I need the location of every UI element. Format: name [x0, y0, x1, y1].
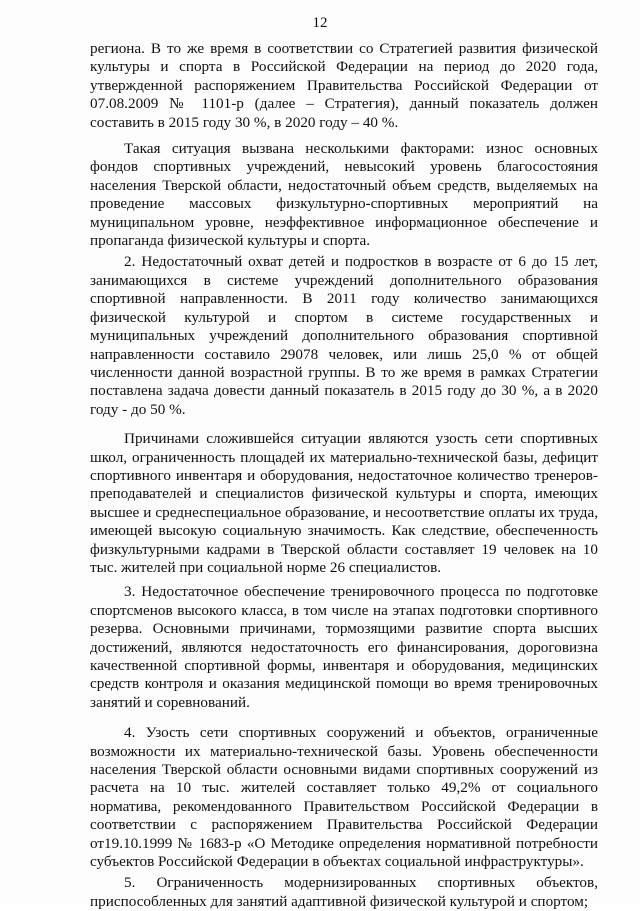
paragraph-continuation: региона. В то же время в соответствии со Стратегией развития физической культуры и спорта в Российской Федерации на период до 2020 года, утвержденной распоряжением Правительства Российской Федерации от 07.08.2009 № 1101-р (далее – Стратегия), данный показатель должен составить в 2015 году 30 %, в 2020 году – 40 %.: [90, 40, 598, 131]
paragraph-item-3: 3. Недостаточное обеспечение тренировочного процесса по подготовке спортсменов высокого класса, в том числе на этапах подготовки спортивного резерва. Основными причинами, тормозящими развитие спорта высших достижений, являются недостаточность его финансирования, дороговизна качественной спортивной формы, инвентаря и оборудования, медицинских средств контроля и оказания медицинской помощи во время тренировочных занятий и соревнований.: [90, 583, 598, 711]
paragraph-item-2: 2. Недостаточный охват детей и подростков в возрасте от 6 до 15 лет, занимающихся в системе учреждений дополнительного образования спортивной направленности. В 2011 году количество занимающихся физической культурой и спортом в системе государственных и муниципальных учреждений дополнительного образования спортивной направленности составило 29078 человек, или лишь 25,0 % от общей численности данной возрастной группы. В то же время в рамках Стратегии поставлена задача довести данный показатель в 2015 году до 30 %, а в 2020 году - до 50 %.: [90, 253, 598, 418]
paragraph-item-4: 4. Узость сети спортивных сооружений и объектов, ограниченные возможности их материально-технической базы. Уровень обеспеченности населения Тверской области основными видами спортивных сооружений из расчета на 10 тыс. жителей составляет только 49,2% от социального норматива, рекомендованного Правительством Российской Федерации в соответствии с распоряжением Правительства Российской Федерации от19.10.1999 № 1683-р «О Методике определения нормативной потребности субъектов Российской Федерации в объектах социальной инфраструктуры».: [90, 724, 598, 871]
paragraph-factors: Такая ситуация вызвана несколькими факторами: износ основных фондов спортивных учреждений, невысокий уровень благосостояния населения Тверской области, недостаточный объем средств, выделяемых на проведение массовых физкультурно-спортивных мероприятий на муниципальном уровне, неэффективное информационное обеспечение и пропаганда физической культуры и спорта.: [90, 140, 598, 250]
page-number: 12: [312, 15, 328, 31]
document-body: [90, 40, 598, 911]
paragraph-item-5: 5. Ограниченность модернизированных спортивных объектов, приспособленных для занятий адаптивной физической культурой и спортом;: [90, 874, 598, 910]
paragraph-reasons: Причинами сложившейся ситуации являются узость сети спортивных школ, ограниченность площадей их материально-технической базы, дефицит спортивного инвентаря и оборудования, недостаточное количество тренеров-преподавателей и специалистов физической культуры и спорта, имеющих высшее и среднеспециальное образование, и несоответствие оплаты их труда, имеющей высокую социальную значимость. Как следствие, обеспеченность физкультурными кадрами в Тверской области составляет 19 человек на 10 тыс. жителей при социальной норме 26 специалистов.: [90, 430, 598, 576]
